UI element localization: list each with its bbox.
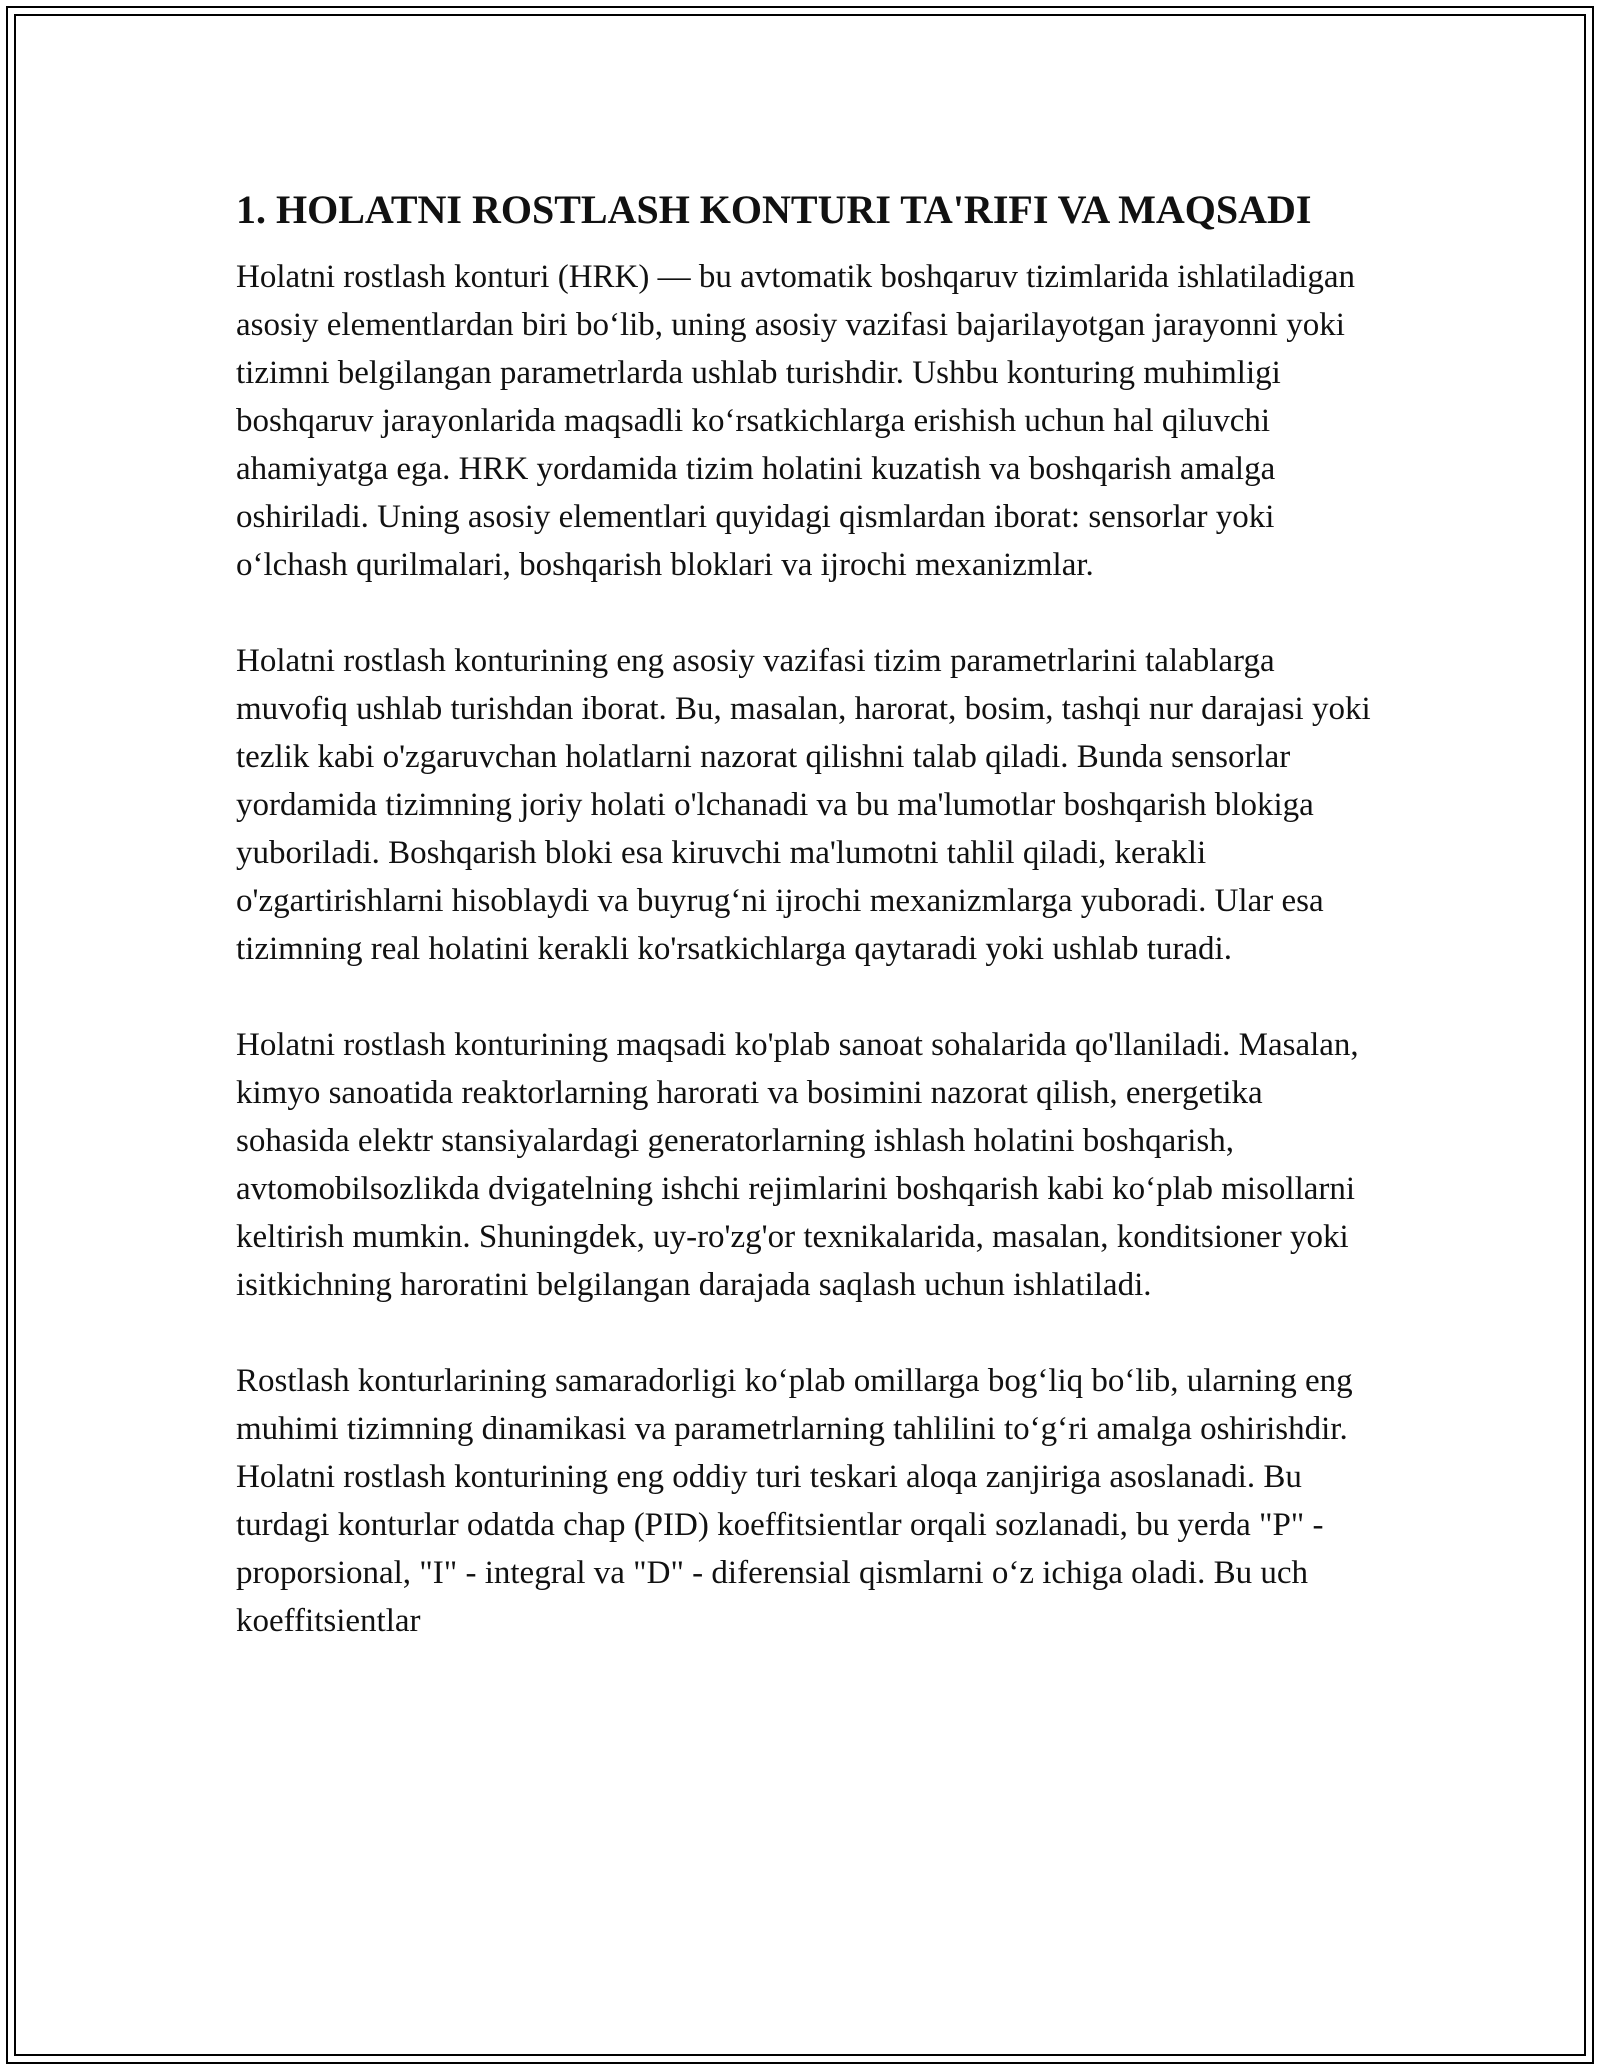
section-title: 1. HOLATNI ROSTLASH KONTURI TA'RIFI VA MAQSADI	[236, 187, 1312, 232]
paragraph-2: Holatni rostlash konturining eng asosiy vazifasi tizim parametrlarini talablarga muvofiq ushlab turishdan iborat. Bu, masalan, harorat, bosim, tashqi nur darajasi yoki tezlik kabi o'zgaruvchan holatlarni nazorat qilishni talab qiladi. Bunda sensorlar yordamida tizimning joriy holati o'lchanadi va bu ma'lumotlar boshqarish blokiga yuboriladi. Boshqarish bloki esa kiruvchi ma'lumotni tahlil qiladi, kerakli o'zgartirishlarni hisoblaydi va buyrug‘ni ijrochi mexanizmlarga yuboradi. Ular esa tizimning real holatini kerakli ko'rsatkichlarga qaytaradi yoki ushlab turadi.	[236, 643, 1371, 967]
paragraph-3: Holatni rostlash konturining maqsadi ko'plab sanoat sohalarida qo'llaniladi. Masalan, kimyo sanoatida reaktorlarning harorati va bosimini nazorat qilish, energetika sohasida elektr stansiyalardagi generatorlarning ishlash holatini boshqarish, avtomobilsozlikda dvigatelning ishchi rejimlarini boshqarish kabi ko‘plab misollarni keltirish mumkin. Shuningdek, uy-ro'zg'or texnikalarida, masalan, konditsioner yoki isitkichning haroratini belgilangan darajada saqlash uchun ishlatiladi.	[236, 1027, 1359, 1303]
paragraph-4: Rostlash konturlarining samaradorligi ko‘plab omillarga bog‘liq bo‘lib, ularning eng muhimi tizimning dinamikasi va parametrlarning tahlilini to‘g‘ri amalga oshirishdir. Holatni rostlash konturining eng oddiy turi teskari aloqa zanjiriga asoslanadi. Bu turdagi konturlar odatda chap (PID) koeffitsientlar orqali sozlanadi, bu yerda "P" - proporsional, "I" - integral va "D" - diferensial qismlarni o‘z ichiga oladi. Bu uch koeffitsientlar	[236, 1363, 1353, 1639]
paragraph-1: Holatni rostlash konturi (HRK) — bu avtomatik boshqaruv tizimlarida ishlatiladigan asosiy elementlardan biri bo‘lib, uning asosiy vazifasi bajarilayotgan jarayonni yoki tizimni belgilangan parametrlarda ushlab turishdir. Ushbu konturing muhimligi boshqaruv jarayonlarida maqsadli ko‘rsatkichlarga erishish uchun hal qiluvchi ahamiyatga ega. HRK yordamida tizim holatini kuzatish va boshqarish amalga oshiriladi. Uning asosiy elementlari quyidagi qismlardan iborat: sensorlar yoki o‘lchash qurilmalari, boshqarish bloklari va ijrochi mexanizmlar.	[236, 259, 1356, 583]
document-body	[236, 182, 1376, 1693]
